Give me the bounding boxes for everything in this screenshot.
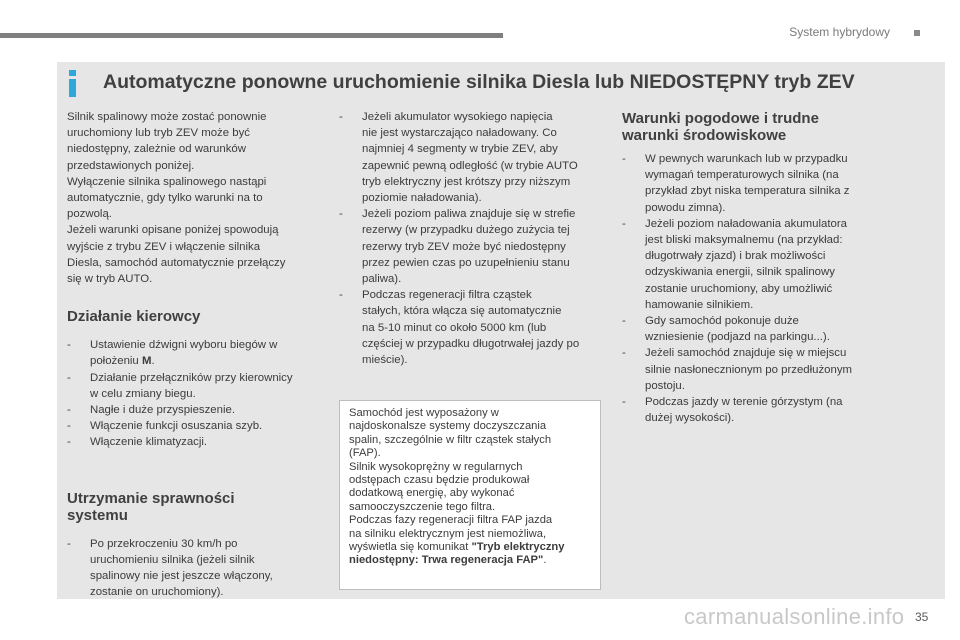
intro-line: Wyłączenie silnika spalinowego nastąpi: [67, 175, 267, 188]
list-item-line: Jeżeli poziom paliwa znajduje się w strefie: [362, 208, 576, 221]
list-item-line: częściej w przypadku długotrwałej jazdy po: [362, 337, 580, 350]
list-item: [67, 370, 312, 402]
weather-heading-line: Warunki pogodowe i trudne: [622, 110, 819, 127]
info-icon-bar: [69, 79, 76, 97]
list-item-line: poziomie naładowania).: [362, 192, 482, 205]
fap-message: niedostępny: Trwa regeneracja FAP": [349, 554, 544, 567]
bullet-dash: -: [67, 371, 71, 384]
bullet-dash: -: [67, 436, 71, 449]
list-item-line: Włączenie klimatyzacji.: [90, 436, 208, 449]
section-title: System hybrydowy: [789, 25, 890, 39]
intro-line: automatycznie, gdy tylko warunki na to: [67, 192, 263, 205]
info-icon-dot: [69, 70, 76, 76]
weather-heading-line: warunki środowiskowe: [622, 127, 787, 144]
bullet-dash: -: [67, 537, 71, 550]
list-item-line: dużej wysokości).: [645, 412, 735, 425]
list-item-line: silnie nasłonecznionym po przedłużonym: [645, 363, 853, 376]
list-item-line: Działanie przełączników przy kierownicy: [90, 371, 293, 384]
intro-paragraph: [67, 109, 312, 287]
bullet-dash: -: [67, 404, 71, 417]
list-item: [67, 418, 312, 434]
list-item: [339, 206, 604, 287]
list-item-line: Po przekroczeniu 30 km/h po: [90, 537, 238, 550]
bullet-dash: -: [339, 111, 343, 123]
fap-info-box: [339, 400, 601, 590]
bullet-dash: -: [622, 396, 626, 409]
bullet-dash: -: [67, 420, 71, 433]
bullet-dash: -: [339, 289, 343, 302]
list-item-line: tryb elektryczny jest krótszy przy niższym: [362, 175, 571, 188]
column-middle: [339, 109, 604, 368]
list-item-line: zapewnić pewną odległość (w trybie AUTO: [362, 159, 578, 172]
weather-heading: [622, 110, 880, 144]
list-item-line: spalinowy nie jest jeszcze włączony,: [90, 570, 273, 583]
intro-line: się w tryb AUTO.: [67, 273, 153, 286]
list-item-line: na 5-10 minut co około 5000 km (lub: [362, 321, 547, 334]
info-line: odstępach czasu będzie produkował: [349, 474, 530, 487]
info-text: wyświetla się komunikat: [349, 541, 472, 554]
list-item-line: powodu zimna).: [645, 201, 726, 214]
info-line: dodatkową energię, aby wykonać: [349, 487, 515, 500]
list-item-line: [90, 353, 312, 369]
list-item-suffix: .: [151, 355, 155, 368]
list-item: [339, 109, 604, 206]
list-item-line: Jeżeli poziom naładowania akumulatora: [645, 217, 847, 230]
list-item-line: przez pewien czas po uzupełnieniu stanu: [362, 256, 570, 269]
list-item-line: paliwa).: [362, 273, 402, 286]
driver-list: [67, 337, 312, 450]
info-line: najdoskonalsze systemy doczyszczania: [349, 420, 547, 433]
bullet-dash: -: [339, 208, 343, 221]
list-item-line: stałych, która włącza się automatycznie: [362, 305, 562, 318]
list-item-line: nie jest wystarczająco naładowany. Co: [362, 127, 557, 140]
intro-line: Silnik spalinowy może zostać ponownie: [67, 111, 267, 123]
bullet-dash: -: [622, 153, 626, 165]
list-item-line: Podczas jazdy w terenie górzystym (na: [645, 396, 843, 409]
header-marker: [914, 30, 920, 36]
intro-line: uruchomiony lub tryb ZEV może być: [67, 127, 250, 140]
list-item-line: zostanie on uruchomiony).: [90, 586, 224, 599]
weather-list: [622, 151, 880, 426]
list-item-line: wymagań temperaturowych silnika (na: [645, 169, 839, 182]
maintenance-heading: [67, 490, 312, 524]
list-item-line: mieście).: [362, 354, 408, 367]
list-item: [67, 402, 312, 418]
list-item-line: Ustawienie dźwigni wyboru biegów w: [90, 339, 278, 352]
list-item: [622, 216, 880, 313]
list-item-line: Podczas regeneracji filtra cząstek: [362, 289, 532, 302]
list-item-line: wzniesienie (podjazd na parkingu...).: [645, 331, 830, 344]
bullet-dash: -: [67, 339, 71, 352]
info-line: samooczyszczenie tego filtra.: [349, 500, 496, 513]
info-line: [349, 541, 591, 554]
list-item: [67, 434, 312, 450]
list-item-line: jest bliski maksymalnemu (na przykład:: [645, 234, 843, 247]
intro-line: Jeżeli warunki opisane poniżej spowodują: [67, 224, 279, 237]
fap-message: "Tryb elektryczny: [471, 541, 565, 554]
maintenance-heading-line: systemu: [67, 506, 128, 524]
list-item-line: zostanie uruchomiony, aby umożliwić: [645, 282, 833, 295]
info-text: .: [543, 554, 547, 567]
list-item: [339, 287, 604, 368]
list-item-line: w celu zmiany biegu.: [90, 387, 196, 400]
info-line: Samochód jest wyposażony w: [349, 407, 499, 419]
intro-line: Diesla, samochód automatycznie przełączy: [67, 256, 286, 269]
info-line: spalin, szczególnie w filtr cząstek stałych: [349, 433, 552, 446]
maintenance-list: [67, 536, 312, 601]
info-line: [349, 554, 591, 567]
page-number: 35: [915, 610, 929, 624]
list-item-line: postoju.: [645, 379, 685, 392]
page-title: Automatyczne ponowne uruchomienie silnika Diesla lub NIEDOSTĘPNY tryb ZEV: [103, 71, 855, 93]
list-item-line: najmniej 4 segmenty w trybie ZEV, aby: [362, 143, 558, 156]
intro-line: niedostępny, zależnie od warunków: [67, 143, 246, 156]
list-item-line: Jeżeli akumulator wysokiego napięcia: [362, 111, 553, 123]
list-item-line: W pewnych warunkach lub w przypadku: [645, 153, 848, 165]
list-item-line: uruchomieniu silnika (jeżeli silnik: [90, 553, 255, 566]
list-item-line: przykład zbyt niska temperatura silnika z: [645, 185, 850, 198]
info-icon: [65, 70, 80, 97]
column-left: [67, 109, 312, 600]
info-line: Podczas fazy regeneracji filtra FAP jazda: [349, 514, 553, 527]
info-line: na silniku elektrycznym jest niemożliwa,: [349, 527, 547, 540]
battery-list: [339, 109, 604, 368]
list-item-line: rezerwy (w przypadku dużego zużycia tej: [362, 224, 570, 237]
list-item-line: długotrwały zjazd) i brak możliwości: [645, 250, 826, 263]
header-rule: [0, 33, 503, 38]
gear-position: M: [141, 355, 152, 368]
bullet-dash: -: [622, 217, 626, 230]
list-item: [622, 313, 880, 345]
list-item-line: Włączenie funkcji osuszania szyb.: [90, 420, 263, 433]
maintenance-heading-line: Utrzymanie sprawności: [67, 489, 235, 507]
intro-line: wyjście z trybu ZEV i włączenie silnika: [67, 240, 261, 253]
list-item-line: Gdy samochód pokonuje duże: [645, 315, 799, 328]
watermark: carmanualsonline.info: [684, 604, 905, 629]
list-item: [622, 345, 880, 394]
list-item: [622, 394, 880, 426]
driver-heading: Działanie kierowcy: [67, 308, 201, 326]
bullet-dash: -: [622, 347, 626, 360]
list-item: [67, 536, 312, 601]
list-item-line: Jeżeli samochód znajduje się w miejscu: [645, 347, 847, 360]
bullet-dash: -: [622, 315, 626, 328]
info-line: (FAP).: [349, 447, 381, 460]
info-line: Silnik wysokoprężny w regularnych: [349, 460, 523, 473]
intro-line: przedstawionych poniżej.: [67, 159, 195, 172]
intro-line: pozwolą.: [67, 208, 112, 221]
list-item: [67, 337, 312, 369]
list-item-line: odzyskiwania energii, silnik spalinowy: [645, 266, 835, 279]
list-item-line: hamowanie silnikiem.: [645, 298, 754, 311]
list-item-line: rezerwy tryb ZEV może być niedostępny: [362, 240, 566, 253]
list-item: [622, 151, 880, 216]
list-item-text: położeniu: [90, 355, 142, 368]
column-right: [622, 109, 880, 426]
list-item-line: Nagłe i duże przyspieszenie.: [90, 404, 235, 417]
